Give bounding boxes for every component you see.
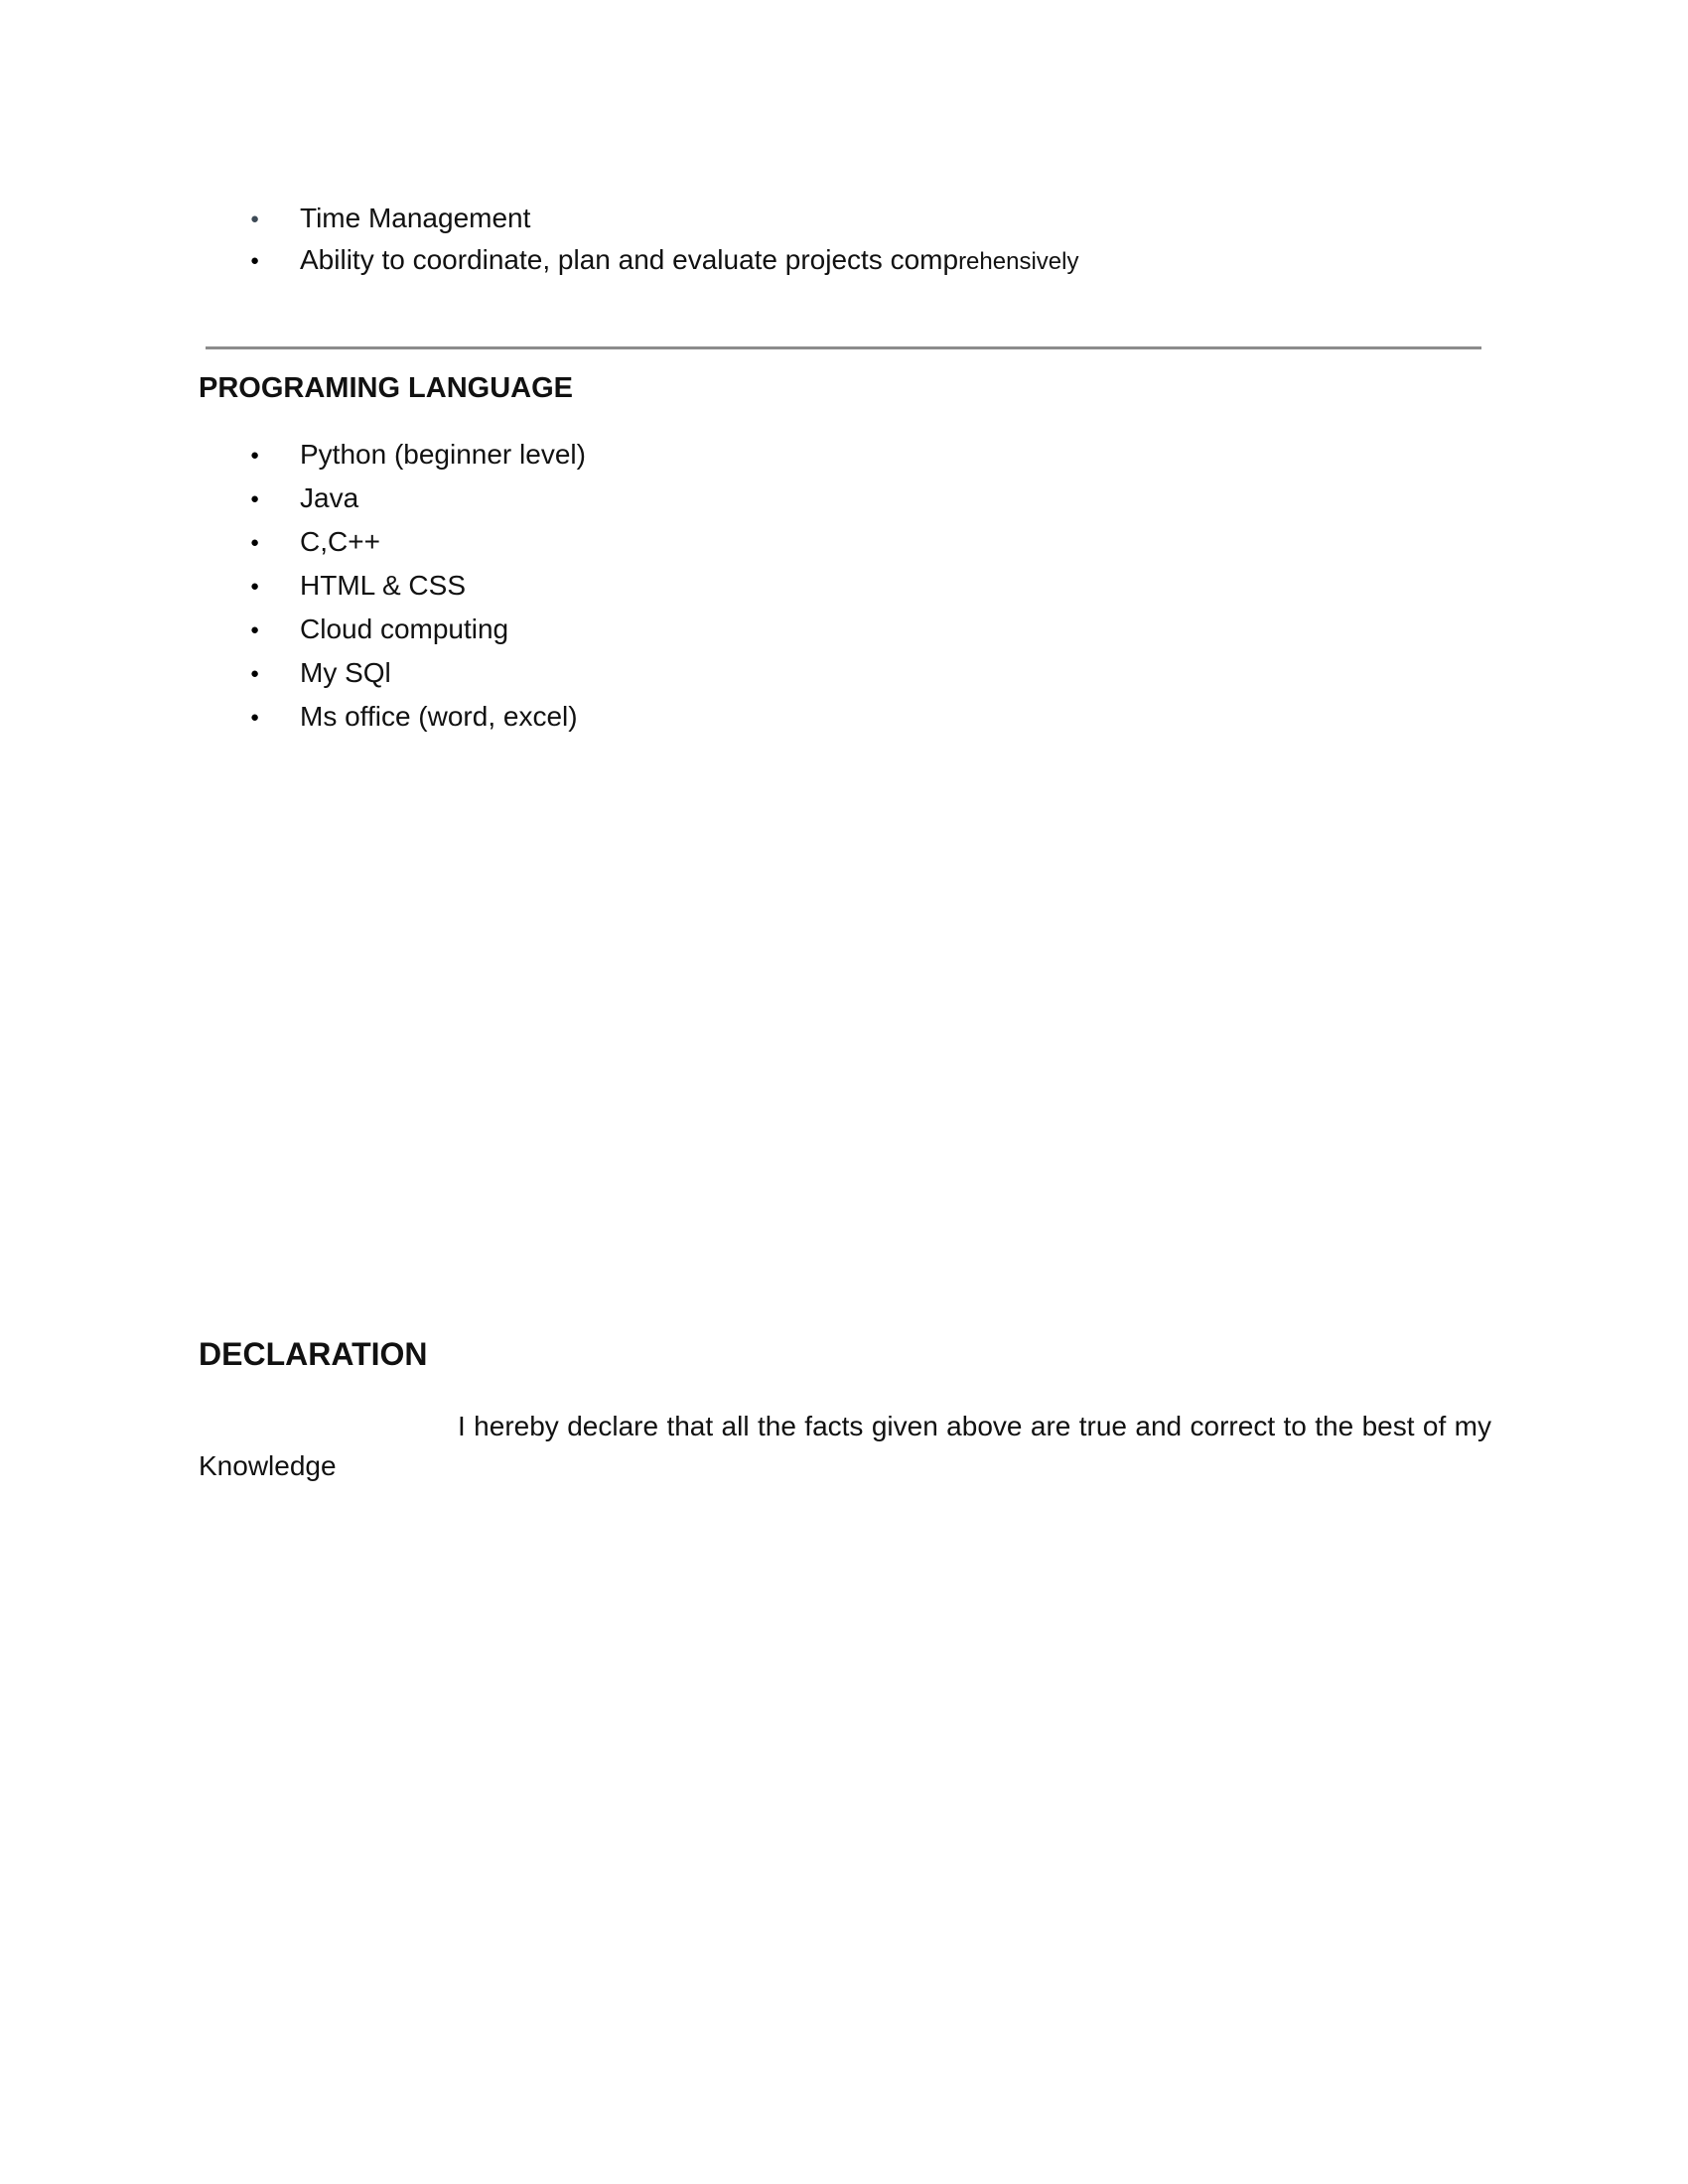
bullet-icon [199,211,300,226]
list-item-text-main: Ability to coordinate, plan and evaluate projects comp [300,244,959,275]
bullet-icon [199,535,300,550]
list-item [199,239,1078,281]
list-item-text: Ms office (word, excel) [300,701,578,732]
list-item [199,520,586,564]
list-item [199,608,586,651]
list-item-text [300,244,1078,276]
list-item-text: HTML & CSS [300,570,466,601]
bullet-icon [199,253,300,268]
declaration-line-2: Knowledge [199,1450,337,1481]
declaration-paragraph [199,1407,1491,1486]
list-item [199,695,586,739]
list-item-text: C,C++ [300,526,380,557]
declaration-line-1: I hereby declare that all the facts given above are true and correct to the best of my [458,1411,1491,1441]
section-divider [206,346,1481,349]
bullet-icon [199,448,300,463]
list-item-text-tail: rehensively [958,248,1079,275]
list-item-text: Time Management [300,203,531,233]
bullet-icon [199,710,300,725]
list-item [199,651,586,695]
list-item [199,564,586,608]
declaration-section-heading: DECLARATION [199,1336,428,1372]
bullet-icon [199,491,300,506]
programming-language-list [199,433,586,739]
list-item [199,198,1078,239]
list-item-text: My SQl [300,657,391,688]
list-item-text: Python (beginner level) [300,439,586,470]
list-item-text: Cloud computing [300,614,509,644]
list-item [199,433,586,477]
list-item [199,477,586,520]
soft-skills-list [199,198,1078,281]
bullet-icon [199,579,300,594]
programming-section-heading: PROGRAMING LANGUAGE [199,372,573,404]
bullet-icon [199,666,300,681]
list-item-text: Java [300,482,359,513]
bullet-icon [199,622,300,637]
